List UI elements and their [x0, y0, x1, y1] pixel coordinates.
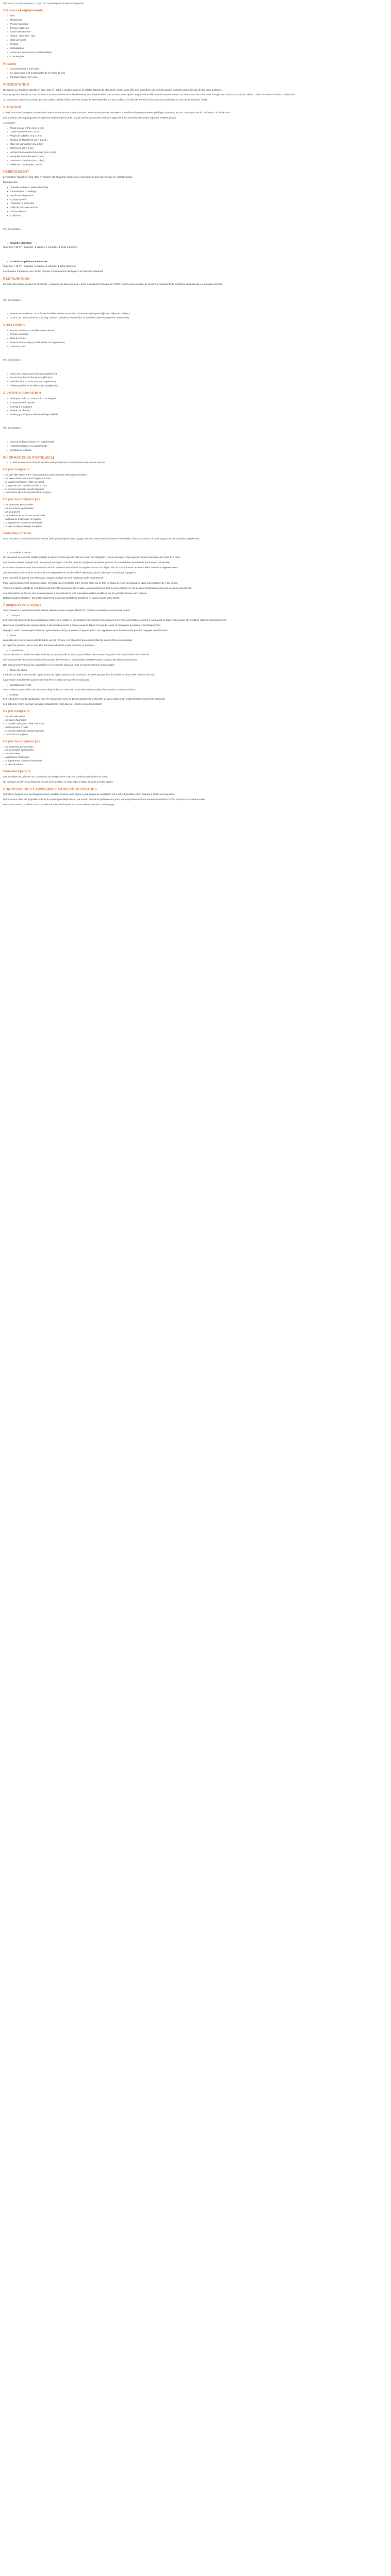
hebergement-p2: Équipements : [3, 180, 19, 183]
list-item: - Les vols aller-retour Paris / Marrakech (ou autre aéroport selon option choisie) [3, 473, 87, 476]
apropos-p3: Nous vous conseillons de vous présenter à l'aéroport au moins 2 heures avant le départ. En cas de retard, la compagnie peut refuser l'embarquement. [3, 624, 161, 627]
list-item: ■ Médina de Marrakech (env. 1,5 km) [7, 139, 385, 142]
list-item: ■ Accès aux personnes à mobilité réduite [7, 51, 385, 55]
room-type-2 [3, 260, 385, 264]
list-item: ■ Sèche-cheveux [7, 210, 385, 214]
hebergement-title: HÉBERGEMENT [3, 170, 29, 174]
list-item: - Le supplément chambre individuelle [3, 759, 43, 762]
list-item: ■ Snack bar : sous forme de snacking, salades, grillades et sandwichs au bord de la piscine (déjeuner uniquement). [7, 316, 385, 320]
hebergement-p1: Le Vendôme Marrakech Spa Hôtel 4* compte 160 chambres spacieuses et lumineuses aménagées pour un confort optimal. [3, 176, 133, 179]
formalites-p5: Les informations de santé et de sécurité sont disponibles sur le site officiel diplomatie.gouv.fr, rubrique Conseils aux voyageurs. [3, 571, 137, 574]
list-item: - Les dépenses personnelles [3, 745, 34, 748]
room-type-label: ■ Chambre Supérieure vue Piscine [7, 260, 385, 264]
list-item: - Les dépenses personnelles [3, 503, 34, 506]
list-item: - La taxe de séjour [3, 762, 23, 766]
list-item: ■ Conditions de vente [7, 684, 385, 687]
list-item: ■ Parking [7, 43, 385, 46]
formalites-p7: Pour tout renseignement complémentaire, n'hésitez pas à contacter notre service client qui se fera un plaisir de vous accompagner dans la préparation de votre séjour. [3, 581, 178, 584]
situation-p1: L'hôtel se trouve à quelques minutes de la place Jemaa el-Fna et des principaux sites touristiques de Marrakech. Il bénéficie d'un emplacement privilégié, au calme, tout en restant proche de l'animation de la ville ocre. [3, 111, 231, 114]
list-item: - Les excursions optionnelles [3, 749, 34, 752]
apropos-sub1 [3, 614, 385, 618]
list-item: - La formule logement et petit-déjeuner [3, 729, 44, 732]
list-item: ■ Wifi [7, 14, 385, 18]
apropos-p9: Des travaux peuvent avoir lieu dans l'hôtel ou à proximité sans que nous en soyons informés au préalable. [3, 664, 115, 667]
list-item: ■ Visites guidées de la Médina (en supplément) [7, 384, 385, 388]
list-item: ■ Bureau de change [7, 409, 385, 413]
room-type-label: ■ Chambre Standard [7, 242, 385, 245]
consignation-section [3, 770, 385, 784]
list-item: ■ Place Jemaa el-Fna (env. 2 km) [7, 127, 385, 130]
hebergement-note: La Chambre Supérieure vue Piscine dispose d'équipements identiques à la Chambre Standard. [3, 270, 104, 273]
list-item: - Les excursions optionnelles [3, 507, 34, 510]
list-item: - Les taxes d'aéroport [3, 719, 26, 722]
list-item: ■ Balade à dos de chameau (en supplément) [7, 380, 385, 384]
situation-p2: Les amateurs de shopping pourront rejoindre facilement les souks, tandis que les passionnés d'histoire apprécieront la proximité des palais et jardins emblématiques. [3, 116, 177, 119]
list-item: ■ Terrasse ou balcon (selon chambre) [7, 186, 385, 190]
list-item: ■ Aéroport de Marrakech-Ménara (env. 6 km) [7, 151, 385, 155]
presentation-p3: Au restaurant, laissez-vous tenter par une cuisine raffinée mêlant saveurs locales et internationales. Le soir, profitez d'un thé à la menthe sur la terrasse en admirant le coucher de soleil sur l'Atlas. [3, 98, 208, 101]
list-item: - Le transfert aéroport / hôtel / aéroport [3, 480, 44, 483]
list-item: ■ Classification [7, 649, 385, 653]
list-item: ■ Piscine extérieure chauffée (selon saison) [7, 329, 385, 333]
list-item: ■ Centre de bien-être [7, 30, 385, 34]
disposition-section [3, 391, 385, 452]
list-item: ■ Restaurant [7, 19, 385, 22]
intro-note: Découvrez à 3 pers comprenant : Ce prix ne comprend pas Formalités Consignation [3, 2, 84, 5]
apropos-p6: Un dépôt de garantie pourra vous être demandé à l'arrivée (carte bancaire ou espèces). [3, 643, 95, 647]
list-item: - L'hébergement 7 nuits [3, 725, 28, 728]
presentation-p1: Bienvenue au Vendôme Marrakech Spa Hôtel 4* ! Situé à quelques pas de la célèbre Médina de Marrakech, l'hôtel vous offre une parenthèse de sérénité dans le tourbillon d'une des plus belles villes du Maroc. [3, 88, 223, 91]
list-item: ■ Parking gratuit (sous réserve de disponibilité) [7, 413, 385, 417]
comprend-title: Ce prix comprend [3, 468, 30, 471]
list-item: - Le supplément chambre individuelle [3, 521, 43, 524]
list-item: ■ Formalités d'entrée [7, 551, 385, 555]
list-item: ■ Espace de massage (sur demande, en supplément) [7, 341, 385, 345]
apropos-title: À propos de votre voyage [3, 604, 41, 607]
consignation-p1: Les modalités de paiement et d'annulation sont disponibles dans nos conditions générales de vente. [3, 775, 108, 778]
resume-title: Résumé [3, 62, 17, 66]
apropos-sub5 [3, 684, 385, 687]
list-item: ■ Piscine intérieure [7, 23, 385, 26]
infos-title: INFORMATION(S) PRATIQUE(S) [3, 455, 54, 460]
apropos-section [3, 603, 385, 706]
list-item: ■ Ventilateur de plafond [7, 194, 385, 198]
page [0, 0, 388, 836]
consignation-title: Formalité Épargne [3, 770, 30, 773]
comprend-list [3, 473, 385, 495]
apropos-p10: La durée du séjour est calculée depuis le jour de départ jusqu'au jour de retour. Les nuits peuvent être écourtées en raison des horaires des vols. [3, 673, 156, 676]
list-item: ■ Palais de la Bahia (env. 3 km) [7, 134, 385, 138]
situation-section [3, 105, 385, 166]
restauration-title: RESTAURATION [3, 277, 30, 281]
restauration-prix: Prix par chambre : [3, 298, 22, 301]
presentation-section [3, 82, 385, 102]
formalites-p6: Il est conseillé de prévoir une assurance voyage couvrant les frais médicaux et de rapatriement. [3, 576, 104, 579]
apropos-sub4 [3, 669, 385, 672]
list-item: ■ Tombeaux Saadiens (env. 3 km) [7, 159, 385, 163]
apropos-p13: Les réductions enfants s'appliquent pour les enfants de moins de 12 ans partageant la chambre de deux adultes. Un justificatif d'âge pourra être demandé. [3, 698, 166, 701]
restauration-p1: Lors de votre séjour, profitez de la formule « Logement et petit-déjeuner » dans le restaurant principal de l'hôtel. Pour les autres repas, de nombreux restaurants de la Médina vous attendent à quelques minutes. [3, 282, 223, 285]
formalites-p10: Réglementation Sanitaire : Consultez également les recommandations sanitaires en vigueur avant votre départ. [3, 597, 120, 600]
apropos-sub2 [3, 634, 385, 638]
list-item: ■ Sauna - hammam - spa [7, 35, 385, 38]
services-title: Services et équipements [3, 9, 43, 13]
hebergement-prix: Prix par chambre : [3, 227, 22, 230]
apropos-p2: Les vols sont assurés par des compagnies régulières ou charters. Les horaires vous seront communiqués avec votre convocation, environ 7 jours avant le départ. Ils peuvent être modifiés jusqu'au dernier moment. [3, 619, 227, 622]
apropos-p12: Les conditions particulières de vente sont disponibles sur notre site. Toute réservation implique l'acceptation de ces conditions. [3, 688, 136, 691]
apropos-p8: Les équipements et services mentionnés peuvent être fermés ou indisponibles en basse saison ou pour des raisons techniques. [3, 658, 138, 662]
list-item: ■ L'espace Spa et bien-être [7, 76, 385, 79]
list-item: ■ Connexion Wifi [7, 198, 385, 202]
infos-list [3, 461, 385, 465]
list-item: - Les boissons et repas non mentionnés [3, 514, 45, 517]
hebergement-section [3, 170, 385, 274]
list-item: - Le transfert aéroport / hôtel / aéroport [3, 722, 44, 725]
list-item: ■ Le premier pas à tarif réduit [7, 67, 385, 71]
list-item: ■ Hôtel [7, 634, 385, 638]
list-item: ■ Gare de Marrakech (env. 2 km) [7, 143, 385, 146]
list-item: ■ Restaurant Andalous : sous forme de buffet, cuisine marocaine et internationale (petit-déjeuner, déjeuner et dîner). [7, 312, 385, 316]
footer-comprend-section [3, 709, 385, 767]
formalites-section [3, 532, 385, 601]
list-item: ■ Enfants [7, 693, 385, 697]
list-item: ■ Salle de fitness [7, 39, 385, 42]
services-section [3, 8, 385, 58]
list-item: ■ Service de blanchisserie (en supplément) [7, 440, 385, 444]
formalites-bullet [3, 551, 385, 555]
list-item: - Le logement en chambre double, 7 nuits [3, 484, 47, 487]
disposition-title: À VOTRE DISPOSITION [3, 392, 41, 396]
list-item: ■ Connexion Wifi gratuite [7, 401, 385, 405]
room-type-1 [3, 242, 385, 245]
list-item: ■ Vallée de l'Ourika (env. 35 km) [7, 163, 385, 167]
formalites-title: Formalités & Santé [3, 532, 31, 535]
apropos-p1: Vous trouverez ci-dessous les informations relatives à votre voyage. Merci d'en prendre connaissance avant votre départ. [3, 609, 131, 612]
list-item: ■ Salle de bain avec douche [7, 206, 385, 210]
situation-title: SITUATION [3, 106, 21, 110]
list-item: ■ Mosquée Koutoubia (env. 2 km) [7, 155, 385, 159]
formalites-p8: Veillez à vérifier la validité de vos documents d'identité avant toute réservation. Aucun remboursement ne sera effectué en cas de refus d'embarquement pour défaut de documents. [3, 586, 192, 589]
conciergerie-p1: Carrefour Voyages vous accompagne avant, pendant et après votre séjour. Notre équipe de conseillers est à votre disposition pour répondre à toutes vos questions. [3, 793, 175, 796]
loisirs-title: VOS LOISIRS [3, 323, 25, 327]
list-item: ■ Réception 24h/24 - Service de conciergerie [7, 397, 385, 401]
conciergerie-title: CONCIERGERIE ET ASSISTANCE CARREFOUR VOYAGES [3, 787, 97, 791]
conciergerie-p2: Notre service client est joignable du lundi au samedi par téléphone ou par e-mail. En cas de problème sur place, notre représentant local ou notre assistance 24h/24 pourront vous venir en aide. [3, 798, 206, 801]
consignation-p2: Un acompte de 30% sera demandé lors de la réservation, le solde étant à régler 30 jours avant le départ. [3, 780, 113, 783]
apropos-p4: Bagages : selon la compagnie aérienne, généralement 20 kg en soute et 5 kg en cabine. Un supplément peut être demandé pour les bagages excédentaires. [3, 629, 168, 632]
list-item: ■ Salle de sport [7, 345, 385, 349]
list-item: ■ Golf Royal (env. 5 km) [7, 147, 385, 150]
formalites-p9: Les informations ci-dessus sont communiquées à titre indicatif et sont susceptibles d'être modifiées par les autorités locales sans préavis. [3, 591, 148, 595]
situation-p3: À proximité : [3, 121, 17, 124]
apropos-p14: Les bébés de moins de 2 ans voyagent gratuitement (hors taxes et lit bébé selon disponibilité). [3, 703, 103, 706]
infos-section [3, 455, 385, 529]
list-item: ■ Piscine intérieure [7, 333, 385, 336]
formalites-p1: Vous trouverez ci-dessous les informations utiles pour préparer votre voyage. Pour les ressortissants d'autres nationalités, nous vous invitons à vous rapprocher des autorités compétentes. [3, 537, 201, 540]
list-item: - La taxe de séjour à régler sur place [3, 524, 42, 528]
loisirs-prix: Prix par chambre : [3, 358, 22, 361]
services-list [3, 14, 385, 59]
list-item: - Les pourboires [3, 752, 21, 755]
apropos-sub6 [3, 693, 385, 697]
list-item: ■ Jardin Majorelle (env. 3 km) [7, 130, 385, 134]
loisirs-section [3, 323, 385, 388]
footer-ne-comprend-title: Ce prix ne comprend pas [3, 740, 40, 743]
list-item: ■ Transport [7, 614, 385, 618]
apropos-p5: La remise des clés se fait à partir de 14h le jour de l'arrivée. Les chambres doivent être libérées avant 12h le jour du départ. [3, 638, 133, 641]
resume-section [3, 62, 385, 79]
list-item: ■ Conciergerie [7, 55, 385, 59]
ne-comprend-list [3, 503, 385, 528]
list-item: - Les vols aller-retour [3, 715, 26, 718]
hebergement-list [3, 186, 385, 218]
disposition-list-2 [3, 440, 385, 452]
formalites-p2: Un passeport en cours de validité (valable au moins 6 mois après la date de retour) est obligatoire. Aucun visa n'est requis pour un séjour touristique de moins de 3 mois. [3, 556, 181, 559]
apropos-p7: La classification en étoiles est celle attribuée par les autorités locales et peut différer des normes françaises. Elle est donnée à titre indicatif. [3, 653, 150, 656]
list-item: ■ Consigne à bagages [7, 405, 385, 409]
conciergerie-p3: Retrouvez toutes nos offres et nos conseils sur notre site internet et sur nos réseaux sociaux. Bon voyage ! [3, 803, 116, 806]
list-item: ■ Location de voitures [7, 449, 385, 452]
apropos-sub3 [3, 649, 385, 653]
apropos-p11: La première et la dernière journée peuvent être en partie consacrées au transport. [3, 678, 90, 681]
list-item: ■ Climatisation / chauffage [7, 190, 385, 194]
list-item: ■ Climatisation [7, 47, 385, 50]
restauration-list [3, 312, 385, 320]
list-item: ■ Bain à remous [7, 337, 385, 341]
list-item: - Les taxes d'aéroport et surcharge carburant [3, 477, 51, 480]
list-item: ■ Coffre-fort [7, 214, 385, 218]
presentation-title: PRÉSENTATION [3, 82, 29, 87]
list-item: - L'assurance multirisque [3, 756, 29, 759]
footer-ne-comprend-list [3, 745, 385, 767]
list-item: ■ Transfert aéroport (en supplément) [7, 445, 385, 448]
list-item: ■ Cours de cuisine marocaine (en supplément) [7, 372, 385, 376]
loisirs-list [3, 329, 385, 349]
formalites-p3: Les mineurs doivent voyager avec leur propre passeport. Pour les mineurs voyageant sans leurs parents, une autorisation de sortie du territoire est nécessaire. [3, 561, 170, 564]
room-type-1-desc: Superficie : 26 m² - Capacité : 2 adultes, 2 enfants et 1 bébé maximum [3, 246, 77, 249]
footer-comprend-title: Ce prix comprend [3, 710, 30, 714]
room-type-2-desc: Superficie : 28 m² - Capacité : 3 adultes, 1 enfant et 1 bébé maximum [3, 265, 76, 268]
list-item: ■ Piscine extérieure [7, 27, 385, 30]
list-item: - L'assistance sur place [3, 733, 28, 736]
list-item: - L'assistance de notre représentant sur place [3, 491, 52, 494]
list-item: - L'assurance multirisque (en option) [3, 517, 42, 520]
presentation-p2: Avec ses jardins luxuriants, ses piscines et son espace bien-être, l'établissement est l'endroit idéal pour se ressourcer après une journée de découverte dans les souks. Les chambres, décorées dans un style marocain contemporain, allient confort moderne et charme traditionnel. [3, 93, 295, 96]
list-item: ■ L'hôtel se réserve le droit de modifier sans préavis les horaires d'ouverture de ses services [7, 461, 385, 465]
disposition-prix: Prix par chambre : [3, 427, 22, 430]
situation-list [3, 127, 385, 167]
list-item: - Les pourboires [3, 511, 21, 514]
restauration-section [3, 277, 385, 320]
formalites-p4: Nous vous recommandons de consulter le site du Ministère des Affaires Étrangères avant votre départ afin de vous informer des éventuelles évolutions réglementaires. [3, 566, 179, 569]
list-item: ■ Excursions dans l'Atlas (en supplément) [7, 376, 385, 380]
disposition-list [3, 397, 385, 417]
conciergerie-section [3, 787, 385, 807]
list-item: ■ Télévision à écran plat [7, 202, 385, 206]
list-item: - La formule logement et petit-déjeuner [3, 487, 44, 490]
resume-list [3, 67, 385, 79]
list-item: ■ Le cadre naturel et la tranquillité de cet hôtel de luxe [7, 72, 385, 75]
footer-comprend-list [3, 715, 385, 736]
list-item: ■ Durée du séjour [7, 669, 385, 672]
ne-comprend-title: Ce prix ne comprend pas [3, 498, 40, 502]
loisirs-list-2 [3, 372, 385, 388]
